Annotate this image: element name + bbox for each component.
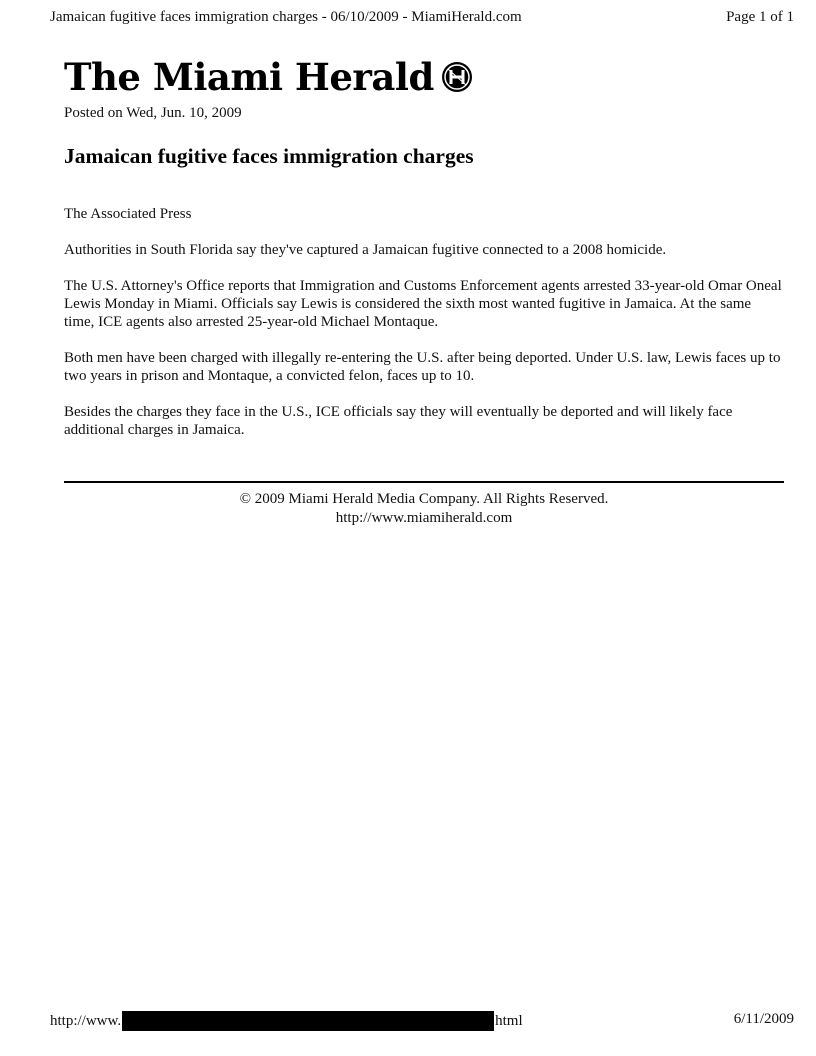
article-paragraph: The U.S. Attorney's Office reports that Immigration and Customs Enforcement agents arrested 33-year-old Omar Oneal Lewis Monday in Miami. Officials say Lewis is considered the sixth most wanted fugitive in Jamaica. At the same time, ICE agents also arrested 25-year-old Michael Montaque.	[64, 278, 782, 330]
print-header-title: Jamaican fugitive faces immigration charges - 06/10/2009 - MiamiHerald.com	[50, 9, 522, 25]
article-body	[64, 205, 784, 457]
url-suffix: html	[495, 1012, 523, 1029]
print-date: 6/11/2009	[733, 1011, 794, 1027]
article-byline: The Associated Press	[64, 206, 192, 222]
article-headline: Jamaican fugitive faces immigration charges	[64, 144, 474, 168]
site-link[interactable]: http://www.miamiherald.com	[335, 510, 513, 526]
article-paragraph: Besides the charges they face in the U.S., ICE officials say they will eventually be deported and will likely face additional charges in Jamaica.	[64, 404, 733, 438]
footer	[64, 490, 784, 528]
print-page-number: Page 1 of 1	[726, 9, 794, 25]
posted-date: Posted on Wed, Jun. 10, 2009	[64, 105, 242, 121]
article-paragraph: Both men have been charged with illegally re-entering the U.S. after being deported. Under U.S. law, Lewis faces up to two years in prison and Montaque, a convicted felon, faces up to 10.	[64, 350, 781, 384]
masthead-logo	[64, 54, 474, 100]
redaction-bar	[122, 1011, 494, 1031]
article-paragraph: Authorities in South Florida say they've captured a Jamaican fugitive connected to a 2008 homicide.	[64, 242, 667, 258]
footer-divider	[64, 481, 784, 483]
masthead-name: The Miami Herald	[64, 54, 434, 99]
herald-seal-icon	[440, 60, 474, 94]
print-footer-url	[50, 1011, 523, 1031]
copyright-notice: © 2009 Miami Herald Media Company. All Rights Reserved.	[239, 491, 609, 507]
url-prefix: http://www.	[50, 1012, 122, 1029]
